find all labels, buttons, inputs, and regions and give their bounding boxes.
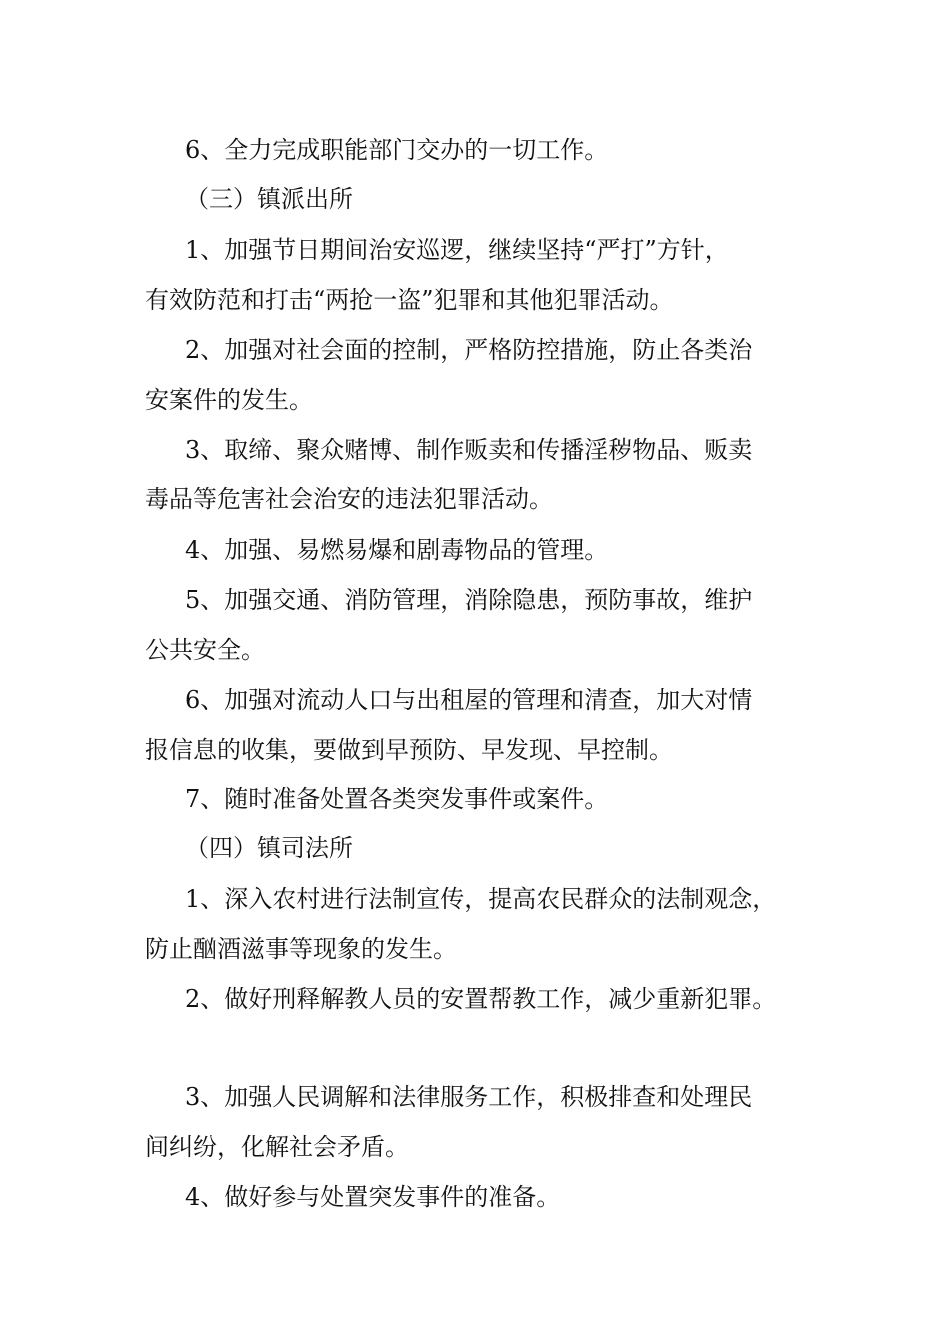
paragraph-line: 1、深入农村进行法制宣传，提高农民群众的法制观念， bbox=[185, 885, 777, 913]
paragraph-line: 毒品等危害社会治安的违法犯罪活动。 bbox=[145, 485, 553, 513]
paragraph-line: 间纠纷，化解社会矛盾。 bbox=[145, 1133, 409, 1161]
paragraph-line: 6、全力完成职能部门交办的一切工作。 bbox=[185, 136, 609, 164]
section-heading: （四）镇司法所 bbox=[185, 834, 353, 862]
paragraph-line: 4、做好参与处置突发事件的准备。 bbox=[185, 1183, 561, 1211]
paragraph-line: 4、加强、易燃易爆和剧毒物品的管理。 bbox=[185, 536, 609, 564]
paragraph-line: 安案件的发生。 bbox=[145, 386, 313, 414]
paragraph-line: 2、加强对社会面的控制，严格防控措施，防止各类治 bbox=[185, 336, 753, 364]
section-heading: （三）镇派出所 bbox=[185, 185, 353, 213]
paragraph-line: 公共安全。 bbox=[145, 636, 265, 664]
paragraph-line: 有效防范和打击“两抢一盗”犯罪和其他犯罪活动。 bbox=[145, 286, 674, 314]
paragraph-line: 2、做好刑释解教人员的安置帮教工作，减少重新犯罪。 bbox=[185, 985, 777, 1013]
paragraph-line: 5、加强交通、消防管理，消除隐患，预防事故，维护 bbox=[185, 586, 753, 614]
paragraph-line: 6、加强对流动人口与出租屋的管理和清查，加大对情 bbox=[185, 686, 753, 714]
paragraph-line: 7、随时准备处置各类突发事件或案件。 bbox=[185, 785, 609, 813]
paragraph-line: 3、加强人民调解和法律服务工作，积极排查和处理民 bbox=[185, 1083, 753, 1111]
paragraph-line: 防止酗酒滋事等现象的发生。 bbox=[145, 935, 457, 963]
paragraph-line: 1、加强节日期间治安巡逻，继续坚持“严打”方针， bbox=[185, 236, 729, 264]
paragraph-line: 3、取缔、聚众赌博、制作贩卖和传播淫秽物品、贩卖 bbox=[185, 436, 753, 464]
paragraph-line: 报信息的收集，要做到早预防、早发现、早控制。 bbox=[145, 736, 673, 764]
